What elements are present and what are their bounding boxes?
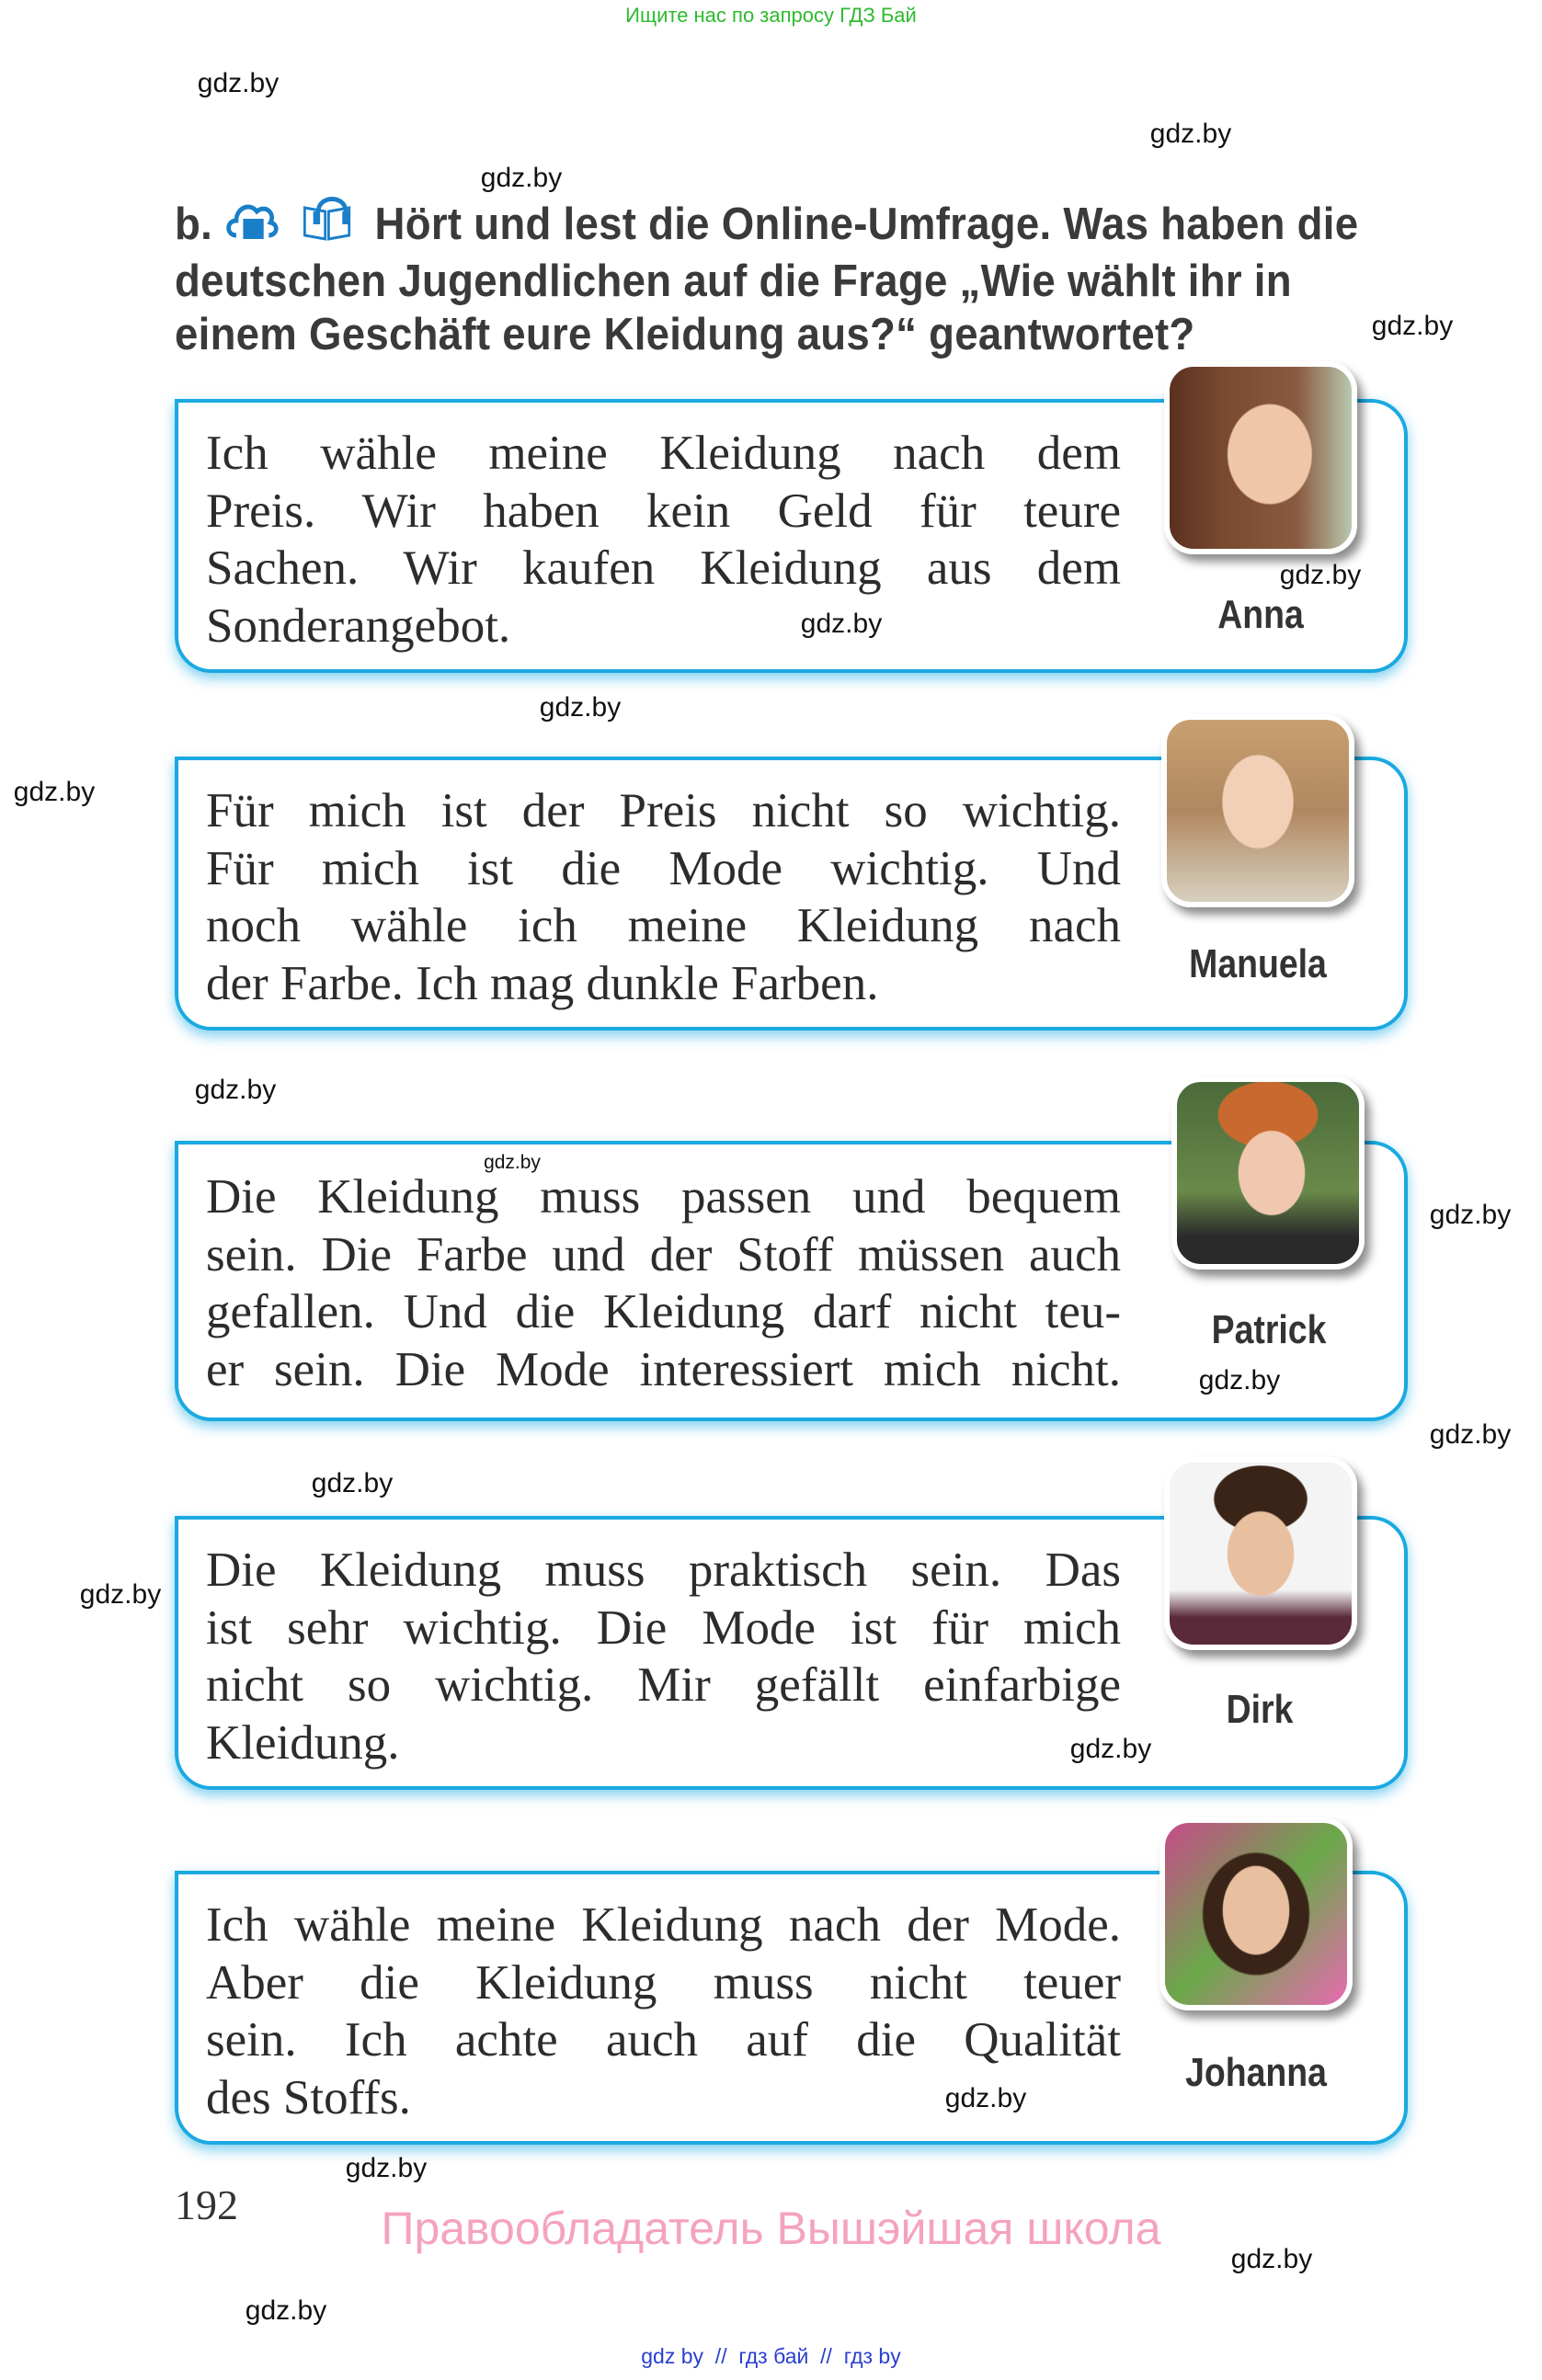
watermark: gdz.by — [1149, 119, 1232, 149]
answer-line: sein. Die Farbe und der Stoff müssen auch — [206, 1227, 1121, 1281]
answer-line: gefallen. Und die Kleidung darf nicht teu- — [206, 1285, 1121, 1338]
page-number: 192 — [175, 2181, 238, 2228]
watermark: gdz.by — [539, 692, 622, 723]
watermark: gdz.by — [1230, 2244, 1313, 2274]
watermark: gdz.by — [1069, 1734, 1152, 1764]
exercise-label: b. — [175, 199, 213, 249]
watermark: gdz.by — [1429, 1419, 1512, 1450]
answer-line: der Farbe. Ich mag dunkle Farben. — [206, 956, 879, 1010]
watermark: gdz.by — [194, 1075, 277, 1105]
answer-line: Kleidung. — [206, 1715, 400, 1770]
answer-line: Ich wähle meine Kleidung nach dem — [206, 427, 1121, 480]
watermark: gdz.by — [484, 1152, 541, 1173]
answer-line: Die Kleidung muss passen und bequem — [206, 1170, 1121, 1224]
answer-line: er sein. Die Mode interessiert mich nicht. — [206, 1342, 1121, 1396]
answer-line: Für mich ist der Preis nicht so wichtig. — [206, 784, 1121, 837]
avatar-patrick — [1171, 1076, 1365, 1270]
speaker-name: Patrick — [1211, 1307, 1327, 1352]
answer-line: Preis. Wir haben kein Geld für teure — [206, 484, 1121, 538]
answer-line: Aber die Kleidung muss nicht teuer — [206, 1955, 1121, 2010]
watermark: gdz.by — [79, 1579, 162, 1610]
top-banner: Ищите нас по запросу ГДЗ Бай — [625, 4, 917, 27]
watermark: gdz.by — [1371, 311, 1454, 341]
copyright-notice: Правообладатель Вышэйшая школа — [381, 2203, 1161, 2254]
answer-line: Ich wähle meine Kleidung nach der Mode. — [206, 1898, 1121, 1952]
avatar-dirk — [1164, 1457, 1357, 1650]
answer-line: sein. Ich achte auch auf die Qualität — [206, 2013, 1121, 2067]
speaker-name: Johanna — [1185, 2050, 1327, 2095]
watermark: gdz.by — [480, 163, 563, 193]
speaker-name: Dirk — [1226, 1687, 1294, 1732]
watermark: gdz.by — [1198, 1365, 1281, 1395]
answer-line: nicht so wichtig. Mir gefällt einfarbige — [206, 1658, 1121, 1712]
exercise-instruction: Hört und lest die Online-Umfrage. Was haben die deutschen Jugendlichen auf die Frage „Wie wählt ihr in einem Geschäft eure Kleidung aus?“ geantwortet? — [175, 199, 1359, 359]
watermark: gdz.by — [944, 2083, 1027, 2113]
answer-line: des Stoffs. — [206, 2070, 411, 2124]
footer-links[interactable]: gdz by // гдз бай // гдз by — [641, 2344, 901, 2368]
watermark: gdz.by — [311, 1468, 394, 1498]
answer-line: Sachen. Wir kaufen Kleidung aus dem — [206, 541, 1121, 595]
avatar-anna — [1164, 361, 1357, 554]
answer-line: Für mich ist die Mode wichtig. Und — [206, 841, 1121, 895]
watermark: gdz.by — [1429, 1200, 1512, 1230]
watermark: gdz.by — [197, 68, 280, 98]
answer-line: Die Kleidung muss praktisch sein. Das — [206, 1543, 1121, 1597]
avatar-johanna — [1159, 1817, 1353, 2010]
avatar-manuela — [1161, 714, 1354, 907]
speaker-name: Anna — [1217, 592, 1304, 637]
watermark: gdz.by — [13, 777, 96, 807]
book-audio-icon — [300, 195, 356, 255]
answer-line: Sonderangebot. — [206, 598, 511, 653]
exercise-heading — [175, 195, 1406, 361]
watermark: gdz.by — [245, 2295, 327, 2326]
answer-line: ist sehr wichtig. Die Mode ist für mich — [206, 1600, 1121, 1655]
watermark: gdz.by — [345, 2153, 428, 2183]
cloud-folder-icon — [224, 195, 280, 255]
watermark: gdz.by — [1279, 560, 1362, 590]
speaker-name: Manuela — [1189, 941, 1327, 986]
watermark: gdz.by — [800, 609, 883, 639]
answer-line: noch wähle ich meine Kleidung nach — [206, 899, 1121, 952]
